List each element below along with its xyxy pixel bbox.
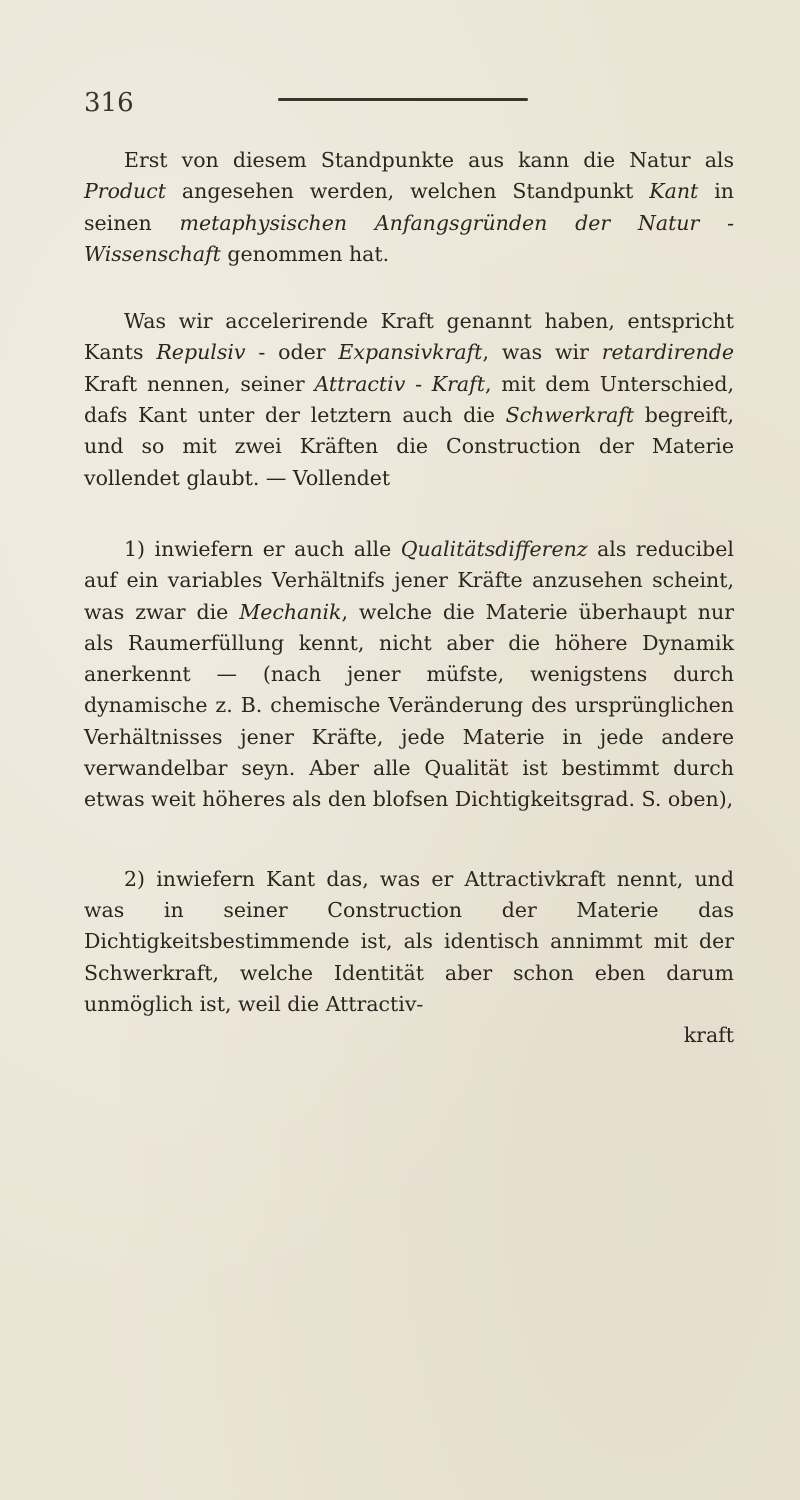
text-segment: 1) inwiefern er auch alle	[124, 536, 401, 561]
page-number: 316	[84, 88, 134, 118]
paragraph	[84, 306, 734, 494]
text-segment: genommen hat.	[220, 241, 390, 266]
italic-segment: Attractiv - Kraft	[314, 371, 485, 396]
italic-segment: retardirende	[601, 340, 735, 365]
text-segment: Was wir accelerirende Kraft genannt haben, entspricht Kants	[84, 309, 734, 365]
text-segment: , was wir	[482, 340, 602, 365]
italic-segment: metaphysischen Anfangsgründen der Natur - Wissenschaft	[84, 210, 735, 266]
italic-segment: Repulsiv	[156, 340, 246, 365]
text-segment: als reducibel auf ein variables Verhältnifs jener Kräfte anzusehen scheint, was zwar die	[84, 536, 734, 624]
paragraph-gap	[84, 494, 734, 534]
italic-segment: Qualitätsdifferenz	[400, 536, 588, 561]
text-segment: , welche die Materie überhaupt nur als Raumerfüllung kennt, nicht aber die höhere Dynamik anerkennt — (nach jener müfste, wenigstens durch dynamische z. B. chemische Veränderung des ursprünglichen Verhältnisses jener Kräfte, jede Materie in jede andere verwandelbar seyn. Aber alle Qualität ist bestimmt durch etwas weit höheres als den blofsen Dichtigkeitsgrad. S. oben),	[84, 599, 734, 812]
catchword: kraft	[683, 1023, 734, 1048]
italic-segment: Mechanik	[239, 599, 342, 624]
paragraph-gap	[84, 816, 734, 864]
paragraph-gap	[84, 270, 734, 306]
body-text	[84, 145, 734, 1051]
paragraph	[84, 534, 734, 816]
paragraph	[84, 864, 734, 1020]
text-segment: in seinen	[84, 179, 734, 235]
text-segment: begreift, und so mit zwei Kräften die Construction der Materie vollendet glaubt. — Vollendet	[84, 403, 734, 490]
italic-segment: Kant	[649, 179, 699, 204]
text-segment: - oder	[245, 340, 339, 365]
paragraph	[84, 145, 734, 270]
header-rule	[278, 98, 528, 101]
text-segment: Erst von diesem Standpunkte aus kann die Natur als	[124, 148, 734, 172]
text-segment: 2) inwiefern Kant das, was er Attractivkraft nennt, und was in seiner Construction der Materie das Dichtigkeitsbestimmende ist, als identisch annimmt mit der Schwerkraft, welche Identität aber schon eben darum unmöglich ist, weil die Attractiv-	[84, 866, 734, 1016]
text-segment: Kraft nennen, seiner	[84, 371, 315, 396]
italic-segment: Product	[84, 179, 166, 204]
text-segment: angesehen werden, welchen Standpunkt	[165, 179, 650, 204]
italic-segment: Expansivkraft	[338, 340, 483, 365]
text-segment: , mit dem Unterschied, dafs Kant unter der letztern auch die	[84, 371, 734, 428]
italic-segment: Schwerkraft	[505, 403, 635, 428]
